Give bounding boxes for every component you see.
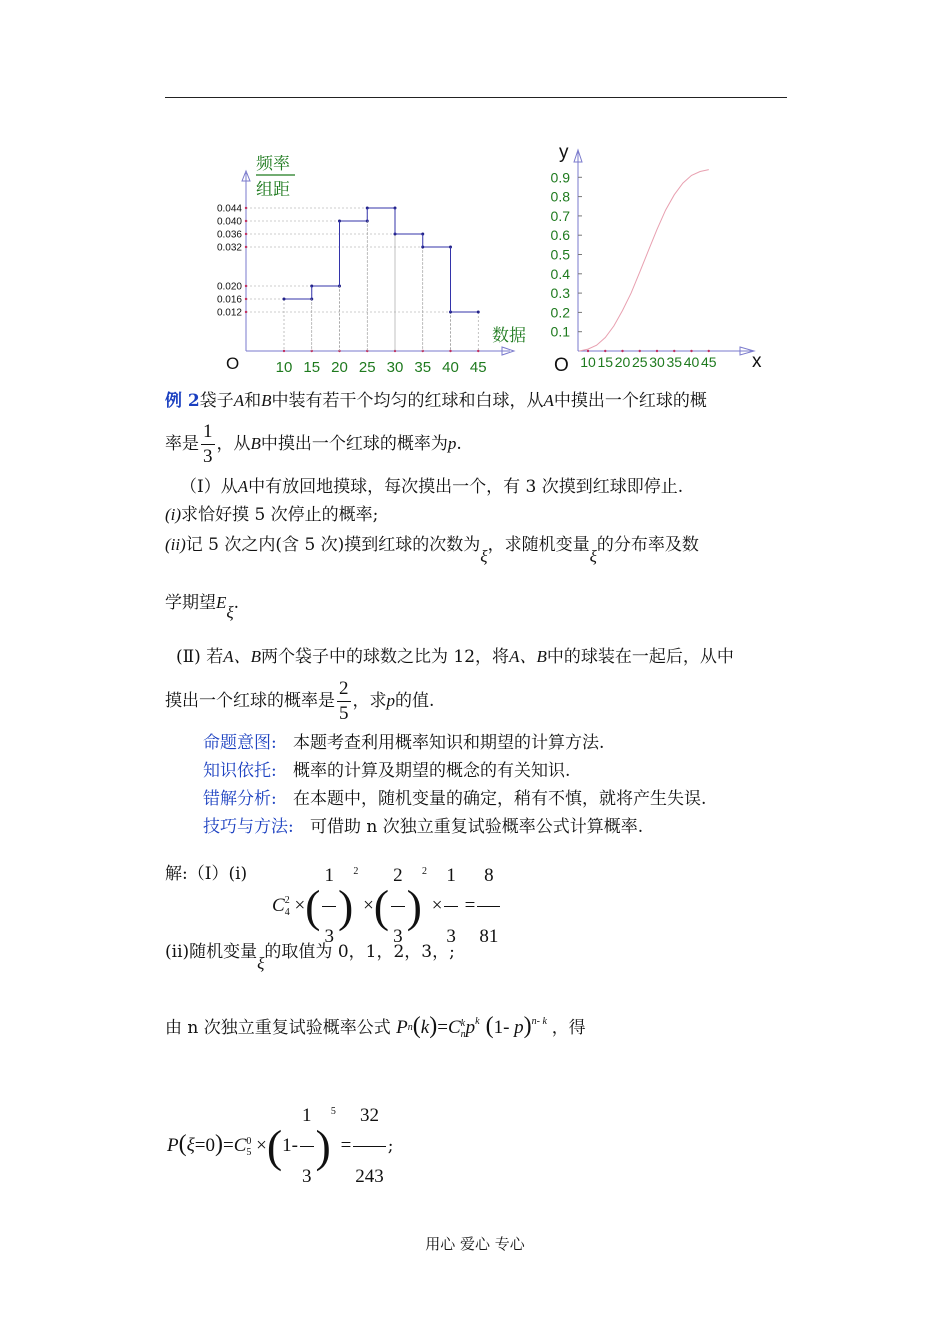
note-intent: 命题意图: 本题考查利用概率知识和期望的计算方法. — [203, 733, 605, 753]
part1-line: （Ⅰ）从A中有放回地摸球，每次摸出一个，有 3 次摸到红球即停止. — [180, 477, 684, 497]
question-ii: (ii)记 5 次之内(含 5 次)摸到红球的次数为ξ，求随机变量ξ的分布率及数 — [165, 535, 699, 566]
binomial-formula: Pn(k)=C k n $p^k$ (1- p)$^{n- k}$ — [396, 1013, 547, 1040]
note-error: 错解分析: 在本题中，随机变量的确定，稍有不慎，就将产生失误. — [203, 789, 707, 809]
x-tick-label: 45 — [700, 354, 717, 370]
y-tick-label: 0.016 — [216, 294, 242, 306]
x-tick-label: 10 — [580, 354, 596, 370]
bar-point — [477, 311, 480, 314]
y-tick-label: 0.1 — [550, 323, 570, 340]
question-i: (i)求恰好摸 5 次停止的概率; — [165, 505, 379, 525]
x-tick-label: 30 — [386, 359, 404, 376]
x-tick-label: 15 — [303, 359, 321, 376]
y-tick-label: 0.040 — [216, 216, 242, 228]
y-tick-mark — [245, 220, 247, 222]
y-tick-mark — [245, 207, 247, 209]
y-tick-label: 0.2 — [550, 304, 570, 321]
x-tick-label: 45 — [469, 359, 487, 376]
header-rule — [165, 97, 787, 98]
solution-formula-i: C 2 4 ×( $\frac{1}{3}$ )$^2$ ×( $\frac{2}{3}$ )$^2$ × $\frac{1}{3}$ = $\frac{8}{81}$ — [272, 846, 502, 967]
y-tick-mark — [245, 246, 247, 248]
fraction-2-5: $\frac{2}{5}$ — [339, 678, 349, 724]
frequency-histogram — [200, 155, 540, 380]
question-ii-line2: 学期望Eξ. — [165, 593, 240, 622]
xlabel: x — [752, 351, 762, 372]
cumulative-frequency-chart — [540, 140, 770, 380]
x-tick-label: 25 — [358, 359, 376, 376]
ylabel-top: 频率 — [256, 155, 290, 173]
fraction-1-3: $\frac{1}{3}$ — [203, 421, 213, 467]
x-tick-mark — [621, 350, 623, 352]
binomial-formula-line: 由 n 次独立重复试验概率公式 Pn(k)=C k n $p^k$ (1- p)$^{n- k}$ ，得 — [165, 1013, 586, 1040]
bar-point — [283, 298, 286, 301]
y-tick-label: 0.036 — [216, 229, 242, 241]
y-tick-label: 0.6 — [550, 227, 570, 244]
xlabel: 数据 — [492, 326, 526, 345]
x-tick-label: 15 — [597, 354, 614, 370]
x-tick-mark — [673, 350, 675, 352]
x-tick-label: 20 — [331, 359, 348, 376]
page-footer: 用心 爱心 专心 — [425, 1235, 525, 1253]
y-tick-label: 0.9 — [550, 169, 570, 186]
origin-label: O — [554, 355, 569, 376]
note-knowledge: 知识依托: 概率的计算及期望的概念的有关知识. — [203, 761, 571, 781]
x-tick-mark — [604, 350, 606, 352]
example-line1: 例 2袋子A和B中装有若干个均匀的红球和白球，从A中摸出一个红球的概 — [165, 391, 707, 411]
ylabel-bottom: 组距 — [256, 180, 290, 199]
x-tick-mark — [708, 350, 710, 352]
y-tick-label: 0.020 — [216, 281, 242, 293]
y-tick-mark — [245, 233, 247, 235]
note-method: 技巧与方法: 可借助 n 次独立重复试验概率公式计算概率. — [203, 817, 644, 837]
part2-line1: (Ⅱ) 若A、B两个袋子中的球数之比为 12，将A、B中的球装在一起后，从中 — [176, 647, 734, 667]
y-tick-label: 0.4 — [550, 265, 570, 282]
y-tick-label: 0.8 — [550, 188, 570, 205]
y-tick-label: 0.3 — [550, 285, 570, 302]
x-tick-mark — [639, 350, 641, 352]
y-tick-mark — [245, 311, 247, 313]
example-label: 例 2 — [165, 391, 200, 411]
x-tick-mark — [656, 350, 658, 352]
ylabel: y — [559, 142, 569, 163]
x-tick-mark — [587, 350, 589, 352]
y-tick-label: 0.5 — [550, 246, 570, 263]
y-tick-label: 0.7 — [550, 207, 570, 224]
x-tick-label: 40 — [683, 354, 700, 370]
y-tick-mark — [245, 285, 247, 287]
x-tick-label: 10 — [275, 359, 293, 376]
x-tick-label: 30 — [649, 354, 665, 370]
x-tick-label: 40 — [442, 359, 459, 376]
part2-line2: 摸出一个红球的概率是 $\frac{2}{5}$ ，求p的值. — [165, 678, 435, 724]
x-tick-label: 35 — [666, 354, 683, 370]
x-tick-mark — [690, 350, 692, 352]
solution-ii: (ii)随机变量ξ的取值为 0，1，2，3，; — [165, 942, 455, 973]
y-tick-label: 0.044 — [216, 203, 242, 215]
solution-label: 解:（Ⅰ）(i) — [165, 864, 248, 884]
x-tick-label: 25 — [631, 354, 648, 370]
example-line2: 率是 $\frac{1}{3}$ ，从B中摸出一个红球的概率为p. — [165, 421, 462, 467]
x-tick-label: 35 — [414, 359, 432, 376]
origin-label: O — [226, 354, 240, 373]
x-tick-label: 20 — [614, 354, 631, 370]
p-xi-zero-formula: P(ξ=0)=C 0 5 ×(1- $\frac{1}{3}$ )$^5$ = $\frac{32}{243}$ ; — [167, 1086, 394, 1207]
y-tick-label: 0.012 — [216, 307, 242, 319]
y-tick-label: 0.032 — [216, 242, 242, 254]
y-tick-mark — [245, 298, 247, 300]
series-line — [579, 170, 708, 351]
